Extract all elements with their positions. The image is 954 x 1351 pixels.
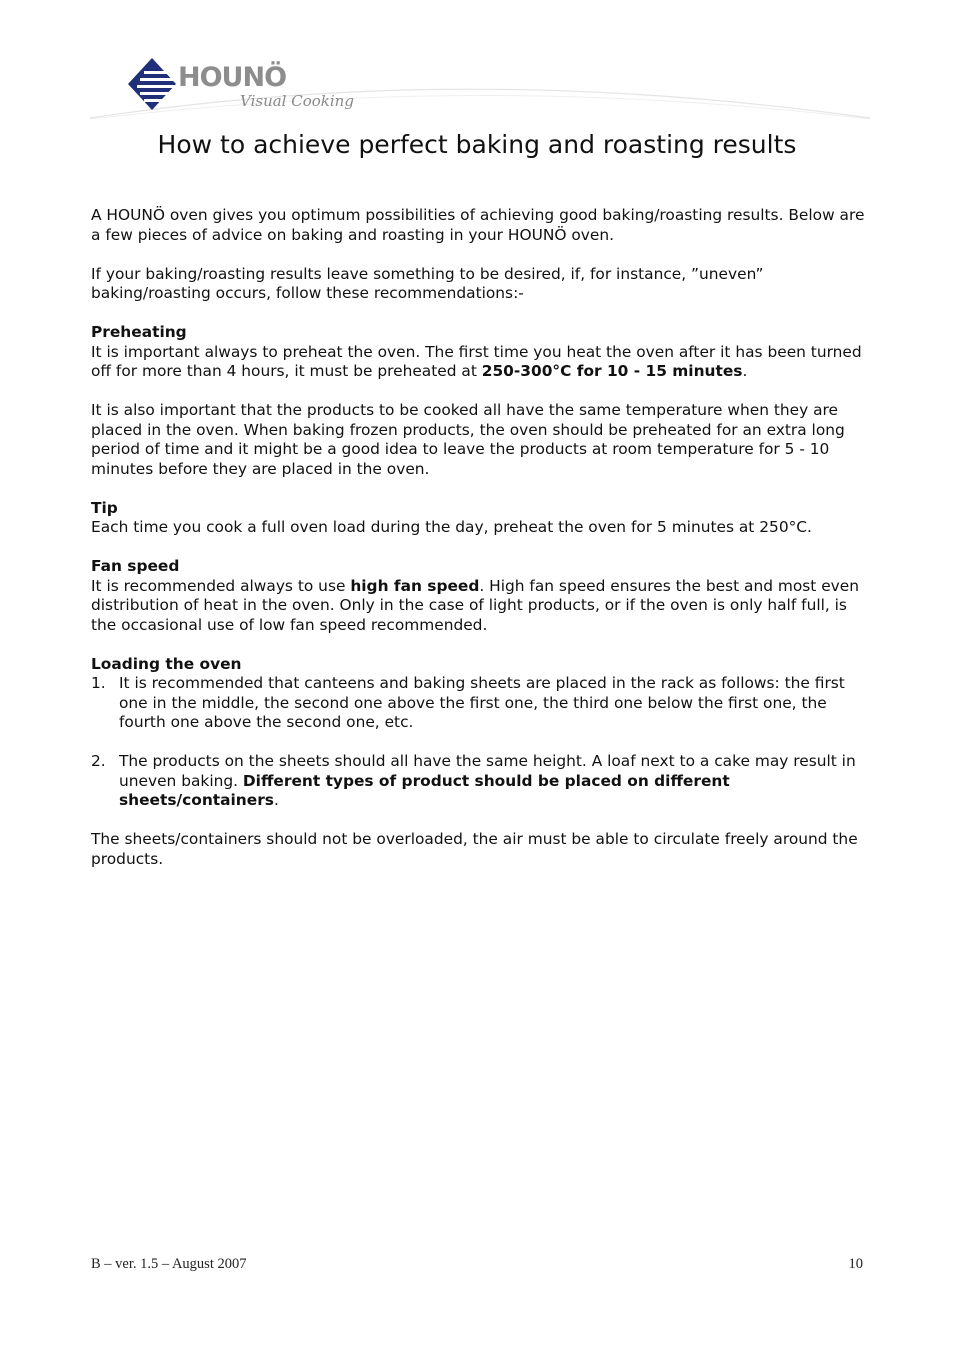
list-item-bold: Different types of product should be placed on different sheets/containers <box>119 771 730 809</box>
list-item-number: 2. <box>91 752 106 770</box>
tip-paragraph: Each time you cook a full oven load during the day, preheat the oven for 5 minutes at 250°C. <box>91 518 812 536</box>
preheating-temperature-bold: 250-300°C for 10 - 15 minutes <box>481 362 743 380</box>
list-item-text: It is recommended that canteens and baking sheets are placed in the rack as follows: the first one in the middle, the second one above the first one, the third one below the first one, the fourth one above the second one, etc. <box>119 674 845 731</box>
fan-speed-text-start: It is recommended always to use <box>91 576 351 595</box>
fan-speed-text-end: . High fan speed ensures the best and most even distribution of heat in the oven. Only in the case of light products, or if the oven is only half full, is the occasional use of low fan speed recommended. <box>91 576 860 634</box>
footer-version: B – ver. 1.5 – August 2007 <box>91 1256 247 1272</box>
logo-wordmark: HOUNÖ <box>178 62 287 93</box>
fan-speed-bold: high fan speed <box>350 576 480 595</box>
hounoe-logo <box>128 56 358 118</box>
intro-paragraph-1: A HOUNÖ oven gives you optimum possibilities of achieving good baking/roasting results. Below are a few pieces of advice on baking and roasting in your HOUNÖ oven. <box>91 206 865 244</box>
preheating-paragraph-2: It is also important that the products to be cooked all have the same temperature when they are placed in the oven. When baking frozen products, the oven should be preheated for an extra long period of time and it might be a good idea to leave the products at room temperature for 5 - 10 minutes before they are placed in the oven. <box>91 401 845 478</box>
preheating-text: It is important always to preheat the oven. The first time you heat the oven after it has been turned off for more than 4 hours, it must be preheated at <box>91 342 862 380</box>
preheating-heading: Preheating <box>91 323 187 341</box>
logo-tagline: Visual Cooking <box>240 92 354 110</box>
fan-speed-heading: Fan speed <box>91 557 180 575</box>
tip-heading: Tip <box>91 498 118 517</box>
document-body <box>91 206 871 889</box>
list-item-number: 1. <box>91 674 106 692</box>
preheating-paragraph-1 <box>91 343 871 382</box>
preheating-period: . <box>742 362 748 380</box>
fan-speed-paragraph <box>91 577 871 636</box>
list-item <box>91 674 871 733</box>
logo-diamond-icon <box>128 58 178 110</box>
footer-page-number: 10 <box>848 1256 863 1272</box>
list-item-period: . <box>273 791 279 809</box>
list-item-text: The products on the sheets should all have the same height. A loaf next to a cake may result in uneven baking. <box>119 752 856 790</box>
intro-paragraph-2: If your baking/roasting results leave something to be desired, if, for instance, ”uneven” baking/roasting occurs, follow these recommendations:- <box>91 264 764 302</box>
loading-heading: Loading the oven <box>91 654 242 673</box>
closing-paragraph: The sheets/containers should not be overloaded, the air must be able to circulate freely around the products. <box>91 830 858 868</box>
list-item <box>91 752 871 811</box>
loading-list <box>91 674 871 811</box>
page-title: How to achieve perfect baking and roasting results <box>157 130 797 159</box>
